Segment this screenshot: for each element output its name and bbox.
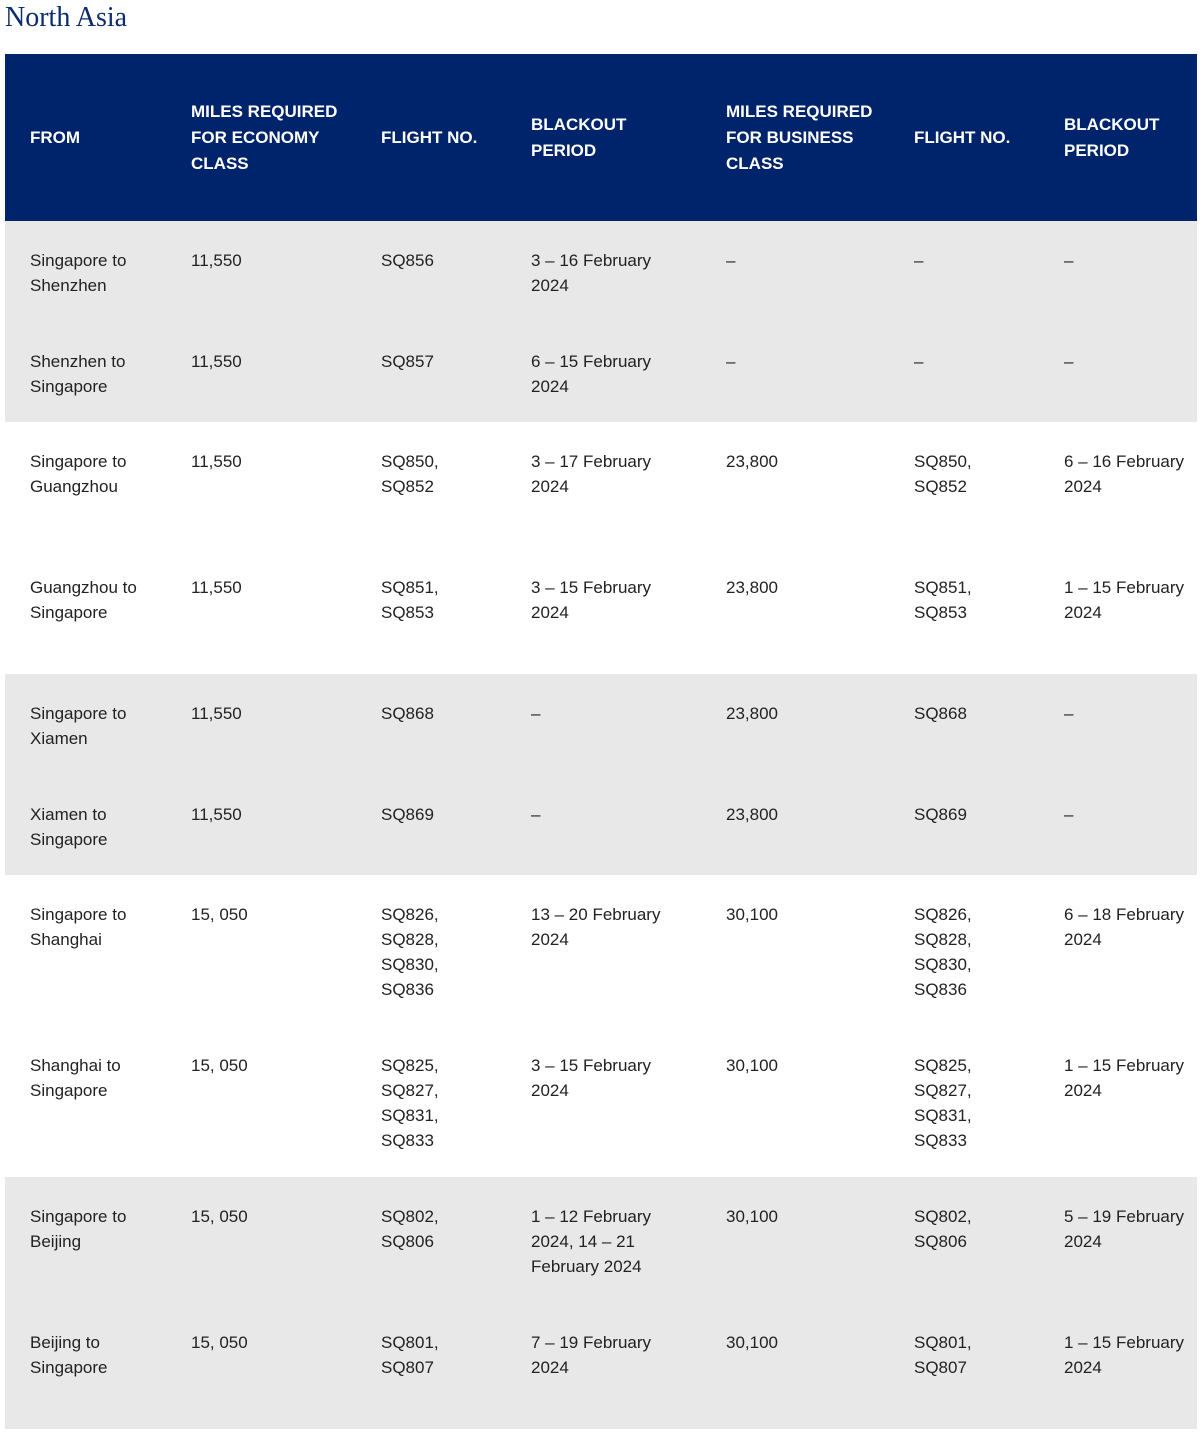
cell-from: Beijing to Singapore: [30, 1333, 108, 1377]
table-row: [5, 221, 1197, 322]
cell-from: Shanghai to Singapore: [30, 1056, 121, 1100]
cell-business-blackout: 1 – 15 February 2024: [1064, 578, 1185, 622]
table-row: [5, 1026, 1197, 1177]
cell-business-blackout: –: [1064, 805, 1074, 824]
cell-economy-blackout: 6 – 15 February 2024: [531, 352, 652, 396]
miles-table: [5, 54, 1197, 1429]
cell-from: Singapore to Beijing: [30, 1207, 127, 1251]
table-row: [5, 322, 1197, 422]
header-economy-blackout: BLACKOUT PERIOD: [531, 114, 627, 160]
cell-economy-flight-no: SQ856: [381, 251, 434, 270]
cell-business-blackout: 5 – 19 February 2024: [1064, 1207, 1185, 1251]
header-economy-flight-no: FLIGHT NO.: [381, 127, 478, 147]
cell-economy-blackout: 13 – 20 February 2024: [531, 905, 661, 949]
cell-business-flight-no: SQ801, SQ807: [914, 1333, 972, 1377]
cell-economy-flight-no: SQ851, SQ853: [381, 578, 439, 622]
cell-from: Guangzhou to Singapore: [30, 578, 137, 622]
table-row: [5, 674, 1197, 775]
table-row: [5, 1177, 1197, 1303]
cell-business-flight-no: SQ868: [914, 704, 967, 723]
cell-business-flight-no: SQ825, SQ827, SQ831, SQ833: [914, 1056, 972, 1150]
cell-economy-miles: 15, 050: [191, 1207, 248, 1226]
cell-business-miles: –: [726, 352, 736, 371]
cell-business-flight-no: –: [914, 251, 924, 270]
cell-economy-miles: 11,550: [191, 352, 242, 371]
cell-economy-miles: 15, 050: [191, 1056, 248, 1075]
table-header: [5, 54, 1197, 221]
cell-economy-miles: 11,550: [191, 452, 242, 471]
table-row: [5, 422, 1197, 548]
cell-economy-flight-no: SQ826, SQ828, SQ830, SQ836: [381, 905, 439, 999]
cell-economy-miles: 11,550: [191, 704, 242, 723]
cell-business-flight-no: SQ802, SQ806: [914, 1207, 972, 1251]
cell-economy-miles: 15, 050: [191, 905, 248, 924]
cell-economy-blackout: 3 – 17 February 2024: [531, 452, 652, 496]
cell-from: Shenzhen to Singapore: [30, 352, 126, 396]
cell-business-miles: 30,100: [726, 905, 778, 924]
cell-economy-blackout: –: [531, 704, 541, 723]
cell-economy-flight-no: SQ850, SQ852: [381, 452, 439, 496]
header-row: [5, 54, 1197, 221]
table-body: [5, 221, 1197, 1429]
cell-business-flight-no: SQ869: [914, 805, 967, 824]
cell-business-miles: 30,100: [726, 1056, 778, 1075]
cell-from: Singapore to Shanghai: [30, 905, 127, 949]
cell-business-flight-no: SQ850, SQ852: [914, 452, 972, 496]
header-business-blackout: BLACKOUT PERIOD: [1064, 114, 1160, 160]
cell-business-miles: 23,800: [726, 578, 778, 597]
table-row: [5, 548, 1197, 674]
cell-business-miles: –: [726, 251, 736, 270]
cell-business-blackout: –: [1064, 352, 1074, 371]
cell-economy-blackout: 3 – 15 February 2024: [531, 578, 652, 622]
header-from: FROM: [30, 127, 81, 147]
cell-economy-miles: 11,550: [191, 578, 242, 597]
cell-business-blackout: 6 – 18 February 2024: [1064, 905, 1185, 949]
cell-business-flight-no: SQ851, SQ853: [914, 578, 972, 622]
cell-economy-miles: 15, 050: [191, 1333, 248, 1352]
cell-business-miles: 30,100: [726, 1333, 778, 1352]
table-row: [5, 875, 1197, 1026]
cell-from: Singapore to Guangzhou: [30, 452, 127, 496]
header-business-miles: MILES REQUIRED FOR BUSINESS CLASS: [726, 101, 873, 173]
cell-economy-blackout: 3 – 15 February 2024: [531, 1056, 652, 1100]
cell-economy-flight-no: SQ869: [381, 805, 434, 824]
cell-economy-flight-no: SQ857: [381, 352, 434, 371]
cell-economy-blackout: –: [531, 805, 541, 824]
table-row: [5, 775, 1197, 875]
cell-economy-miles: 11,550: [191, 251, 242, 270]
cell-business-blackout: 6 – 16 February 2024: [1064, 452, 1185, 496]
table-row: [5, 1303, 1197, 1429]
cell-economy-miles: 11,550: [191, 805, 242, 824]
cell-from: Singapore to Xiamen: [30, 704, 127, 748]
cell-economy-blackout: 3 – 16 February 2024: [531, 251, 652, 295]
cell-from: Singapore to Shenzhen: [30, 251, 127, 295]
cell-business-miles: 23,800: [726, 805, 778, 824]
page-title: North Asia: [5, 2, 128, 33]
cell-business-blackout: 1 – 15 February 2024: [1064, 1056, 1185, 1100]
header-economy-miles: MILES REQUIRED FOR ECONOMY CLASS: [191, 101, 338, 173]
cell-economy-flight-no: SQ825, SQ827, SQ831, SQ833: [381, 1056, 439, 1150]
cell-business-flight-no: –: [914, 352, 924, 371]
cell-economy-blackout: 1 – 12 February 2024, 14 – 21 February 2024: [531, 1207, 652, 1276]
cell-business-blackout: –: [1064, 704, 1074, 723]
cell-business-miles: 23,800: [726, 704, 778, 723]
cell-business-blackout: 1 – 15 February 2024: [1064, 1333, 1185, 1377]
cell-business-miles: 30,100: [726, 1207, 778, 1226]
cell-business-miles: 23,800: [726, 452, 778, 471]
cell-economy-flight-no: SQ801, SQ807: [381, 1333, 439, 1377]
cell-from: Xiamen to Singapore: [30, 805, 108, 849]
cell-economy-blackout: 7 – 19 February 2024: [531, 1333, 652, 1377]
cell-economy-flight-no: SQ868: [381, 704, 434, 723]
cell-business-flight-no: SQ826, SQ828, SQ830, SQ836: [914, 905, 972, 999]
cell-business-blackout: –: [1064, 251, 1074, 270]
cell-economy-flight-no: SQ802, SQ806: [381, 1207, 439, 1251]
header-business-flight-no: FLIGHT NO.: [914, 127, 1011, 147]
